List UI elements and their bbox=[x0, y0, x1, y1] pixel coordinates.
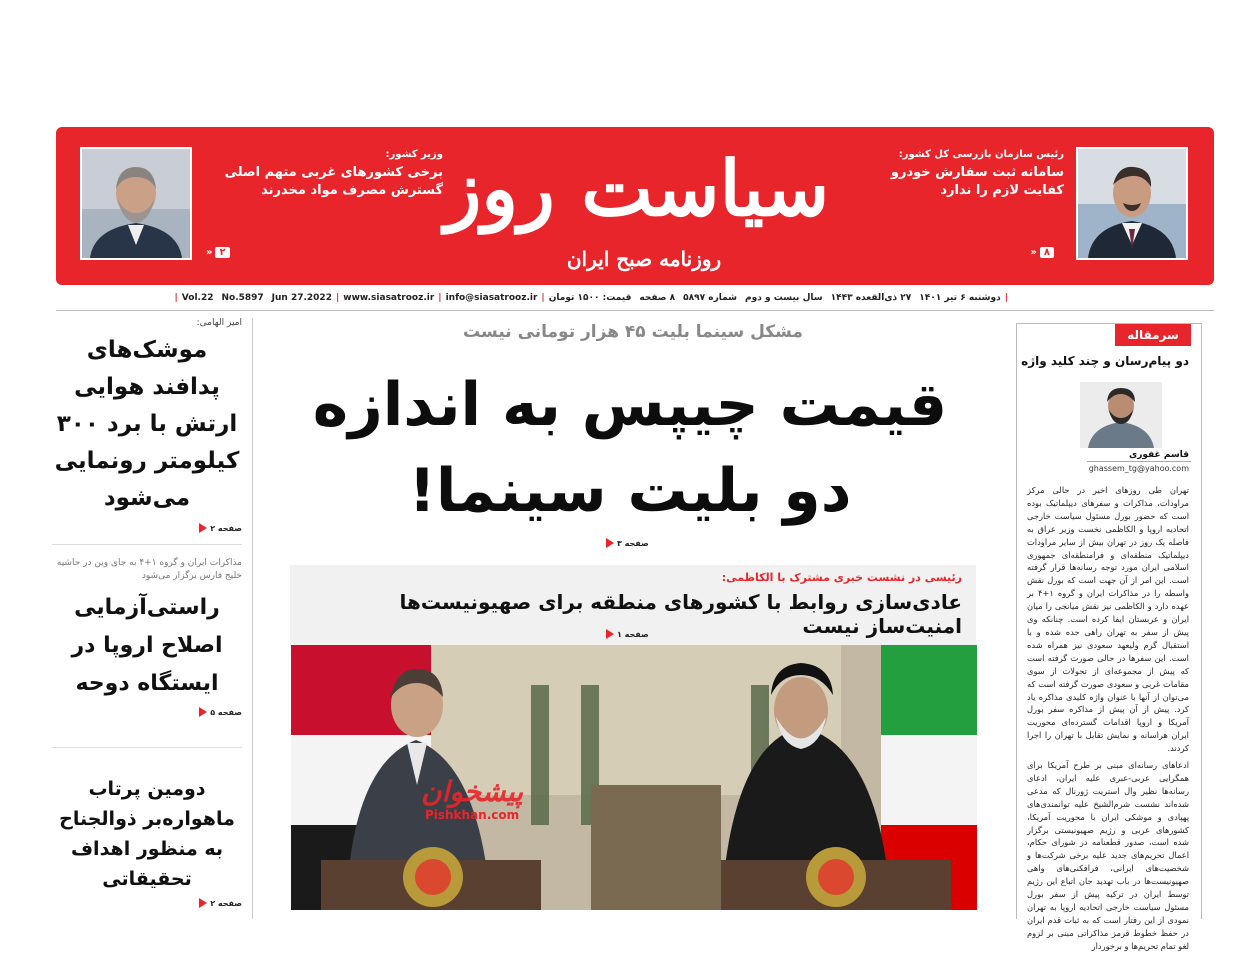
divider bbox=[1087, 461, 1191, 462]
newspaper-tagline: روزنامه صبح ایران bbox=[566, 247, 722, 271]
volume-label: Vol.22 bbox=[181, 293, 214, 303]
left-teaser-page-badge[interactable] bbox=[206, 247, 230, 258]
page-arrow-icon bbox=[606, 629, 614, 639]
left-story-2-kicker: مذاکرات ایران و گروه ۱+۴ به جای وین در حاشیه خلیج فارس برگزار می‌شود bbox=[56, 558, 242, 581]
main-story-pageref[interactable]: صفحه ۳ bbox=[606, 538, 649, 548]
portrait-image bbox=[1078, 149, 1186, 258]
watermark bbox=[421, 775, 523, 822]
main-story-kicker: مشکل سینما بلیت ۴۵ هزار تومانی نیست bbox=[463, 322, 803, 342]
masthead bbox=[56, 127, 1214, 285]
left-story-2-pageref[interactable]: صفحه ۵ bbox=[52, 707, 242, 717]
newspaper-logo[interactable]: سیاست روز bbox=[444, 144, 830, 233]
editorial-body bbox=[1027, 484, 1189, 957]
left-teaser-kicker: وزیر کشور: bbox=[385, 149, 443, 160]
right-teaser-page-badge[interactable] bbox=[1030, 247, 1054, 258]
issue-number-fa: شماره ۵۸۹۷ bbox=[683, 293, 738, 303]
left-column bbox=[52, 318, 242, 908]
year-label: سال بیست و دوم bbox=[745, 293, 823, 303]
right-teaser[interactable] bbox=[874, 149, 1064, 200]
watermark-brand: پیشخوان bbox=[421, 775, 524, 808]
left-teaser-photo[interactable] bbox=[80, 147, 192, 260]
left-teaser-title[interactable]: برخی کشورهای غربی متهم اصلی گسترش مصرف مواد مخدرند bbox=[224, 165, 443, 198]
left-teaser[interactable] bbox=[203, 149, 443, 200]
page-arrow-icon bbox=[606, 538, 614, 548]
left-story-1-pageref[interactable]: صفحه ۲ bbox=[52, 523, 242, 533]
editorial-paragraph: تهران طی روزهای اخیر در حالی مرکز مراودات، مذاکرات و سفرهای دیپلماتیک بوده است که حضور بورل مسئول سیاست خارجی اتحادیه اروپا و الکاظمی نخست وزیر عراق به فاصله یک روز در تهران بیش از سایر مراودات دیپلماتیک منطقه‌ای و فرامنطقه‌ای جمهوری اسلامی ایران مورد توجه رسانه‌ها قرار گرفته است. این امر از آن جهت است که بورل نقش واسطه را در مذاکرات ایران و گروه ۱+۴ بر عهده دارد و الکاظمی نیز نقش میانجی را میان ایران و عربستان ایفا کرده است. چنانکه وی پیش از سفر به تهران راهی جده شده و با استقبال گرم ولیعهد سعودی نیز همراه شده است. این سفرها در حالی صورت گرفته است که پیش از مجموعه‌ای از تحولات از سوی مقامات غربی و سعودی صورت گرفته است که می‌توان از آنها با عنوان واژه کلیدی مذاکره یاد کرد. پیش از آن پیش از مذاکره سفر بورل آمریکا و اروپا اقدامات گسترده‌ای محوریت ایران هراسانه و نمایش تقابل با تهران را اجرا کردند. bbox=[1027, 485, 1189, 754]
main-news-photo[interactable] bbox=[291, 645, 977, 910]
right-teaser-photo[interactable] bbox=[1076, 147, 1188, 260]
page-count: ۸ صفحه bbox=[639, 293, 676, 303]
left-story-2[interactable] bbox=[52, 557, 242, 727]
left-story-2-title[interactable]: راستی‌آزمایی اصلاح اروپا در ایستگاه دوحه bbox=[71, 595, 223, 696]
divider bbox=[56, 310, 1214, 311]
issue-number-en: No.5897 bbox=[221, 293, 264, 303]
persian-date: دوشنبه ۶ تیر ۱۴۰۱ bbox=[919, 293, 1001, 303]
right-teaser-kicker: رئیس سازمان بازرسی کل کشور: bbox=[898, 149, 1064, 160]
author-portrait-image bbox=[1080, 382, 1162, 448]
watermark-site: Pishkhan.com bbox=[424, 808, 520, 822]
author-email[interactable]: ghassem_tg@yahoo.com bbox=[1088, 464, 1189, 473]
divider bbox=[52, 544, 242, 545]
left-teaser-page-number: ۲ bbox=[215, 247, 229, 258]
left-story-1-title[interactable]: موشک‌های پدافند هوایی ارتش با برد ۳۰۰ کیلومتر رونمایی می‌شود bbox=[54, 337, 240, 511]
editorial-title[interactable]: دو پیام‌رسان و چند کلید واژه bbox=[1021, 354, 1189, 368]
portrait-image bbox=[82, 149, 190, 258]
main-headline-line-1: قیمت چیپس به اندازه bbox=[312, 370, 948, 440]
right-teaser-title[interactable]: سامانه ثبت سفارش خودرو کفایت لازم را ندارد bbox=[890, 165, 1064, 198]
main-headline-line-2: دو بلیت سینما! bbox=[408, 456, 852, 526]
page-arrow-icon bbox=[199, 707, 207, 717]
second-story-pageref[interactable]: صفحه ۱ bbox=[606, 629, 649, 639]
page-arrow-icon bbox=[199, 523, 207, 533]
second-story-kicker: رئیسی در نشست خبری مشترک با الکاظمی: bbox=[721, 571, 962, 584]
editorial-label: سرمقاله bbox=[1115, 324, 1191, 346]
left-story-1-kicker: امیر الهامی: bbox=[196, 318, 242, 328]
email-link[interactable]: info@siasatrooz.ir bbox=[445, 293, 538, 303]
left-story-3[interactable] bbox=[52, 774, 242, 908]
editorial-column bbox=[1016, 323, 1202, 951]
divider bbox=[52, 747, 242, 748]
right-teaser-page-number: ۸ bbox=[1040, 247, 1054, 258]
column-divider bbox=[252, 318, 253, 919]
date-bar: | دوشنبه ۶ تیر ۱۴۰۱ ۲۷ ذی‌القعده ۱۴۴۳ سال بیست و دوم شماره ۵۸۹۷ ۸ صفحه قیمت: ۱۵۰۰ تومان | info@siasatrooz.ir | www.siasatrooz.ir | Jun 27.2022 No.5897 Vol.22 | bbox=[174, 293, 1008, 303]
price-label: قیمت: ۱۵۰۰ تومان bbox=[548, 293, 632, 303]
left-story-3-pageref[interactable]: صفحه ۲ bbox=[52, 898, 242, 908]
main-headline[interactable] bbox=[300, 362, 960, 534]
press-conference-image bbox=[291, 645, 977, 910]
author-photo bbox=[1080, 382, 1162, 448]
left-story-3-title[interactable]: دومین پرتاب ماهواره‌بر ذوالجناح به منظور اهداف تحقیقاتی bbox=[59, 778, 235, 890]
hijri-date: ۲۷ ذی‌القعده ۱۴۴۳ bbox=[830, 293, 912, 303]
author-name: قاسم غفوری bbox=[1128, 450, 1189, 460]
double-chevron-icon: « bbox=[1030, 247, 1037, 258]
editorial-paragraph: ادعاهای رسانه‌ای مبنی بر طرح آمریکا برای همگرایی عربی-عبری علیه ایران، ادعای رسانه‌ها نظیر وال استریت ژورنال که مدعی شده‌اند نشست شرم‌الشیخ علیه توانمندی‌های پهپادی و موشکی ایران با محوریت آمریکا، کشورهای عربی و رژیم صهیونیستی برگزار شده است، صدور قطعنامه در شورای حکام، اعمال تحریم‌های جدید علیه برخی شرکت‌ها و شخصیت‌های ایرانی، فرافکنی‌های واهی صهیونیست‌ها در باب تهدید جان اتباع این رژیم توسط ایران در ترکیه پیش از سفر بورل مسئول سیاست خارجی اتحادیه اروپا به تهران نمودی از این رفتار است که به ثبات قدم ایران در حفظ خطوط قرمز مذاکراتی مبنی بر لزوم لغو تمام تحریم‌ها و برخوردار bbox=[1027, 760, 1189, 951]
english-date: Jun 27.2022 bbox=[271, 293, 332, 303]
left-story-1[interactable] bbox=[52, 318, 242, 533]
page-arrow-icon bbox=[199, 898, 207, 908]
second-story-title[interactable]: عادی‌سازی روابط با کشورهای منطقه برای صهیونیست‌ها امنیت‌ساز نیست bbox=[399, 590, 962, 638]
double-chevron-icon: « bbox=[206, 247, 213, 258]
website-link[interactable]: www.siasatrooz.ir bbox=[343, 293, 435, 303]
